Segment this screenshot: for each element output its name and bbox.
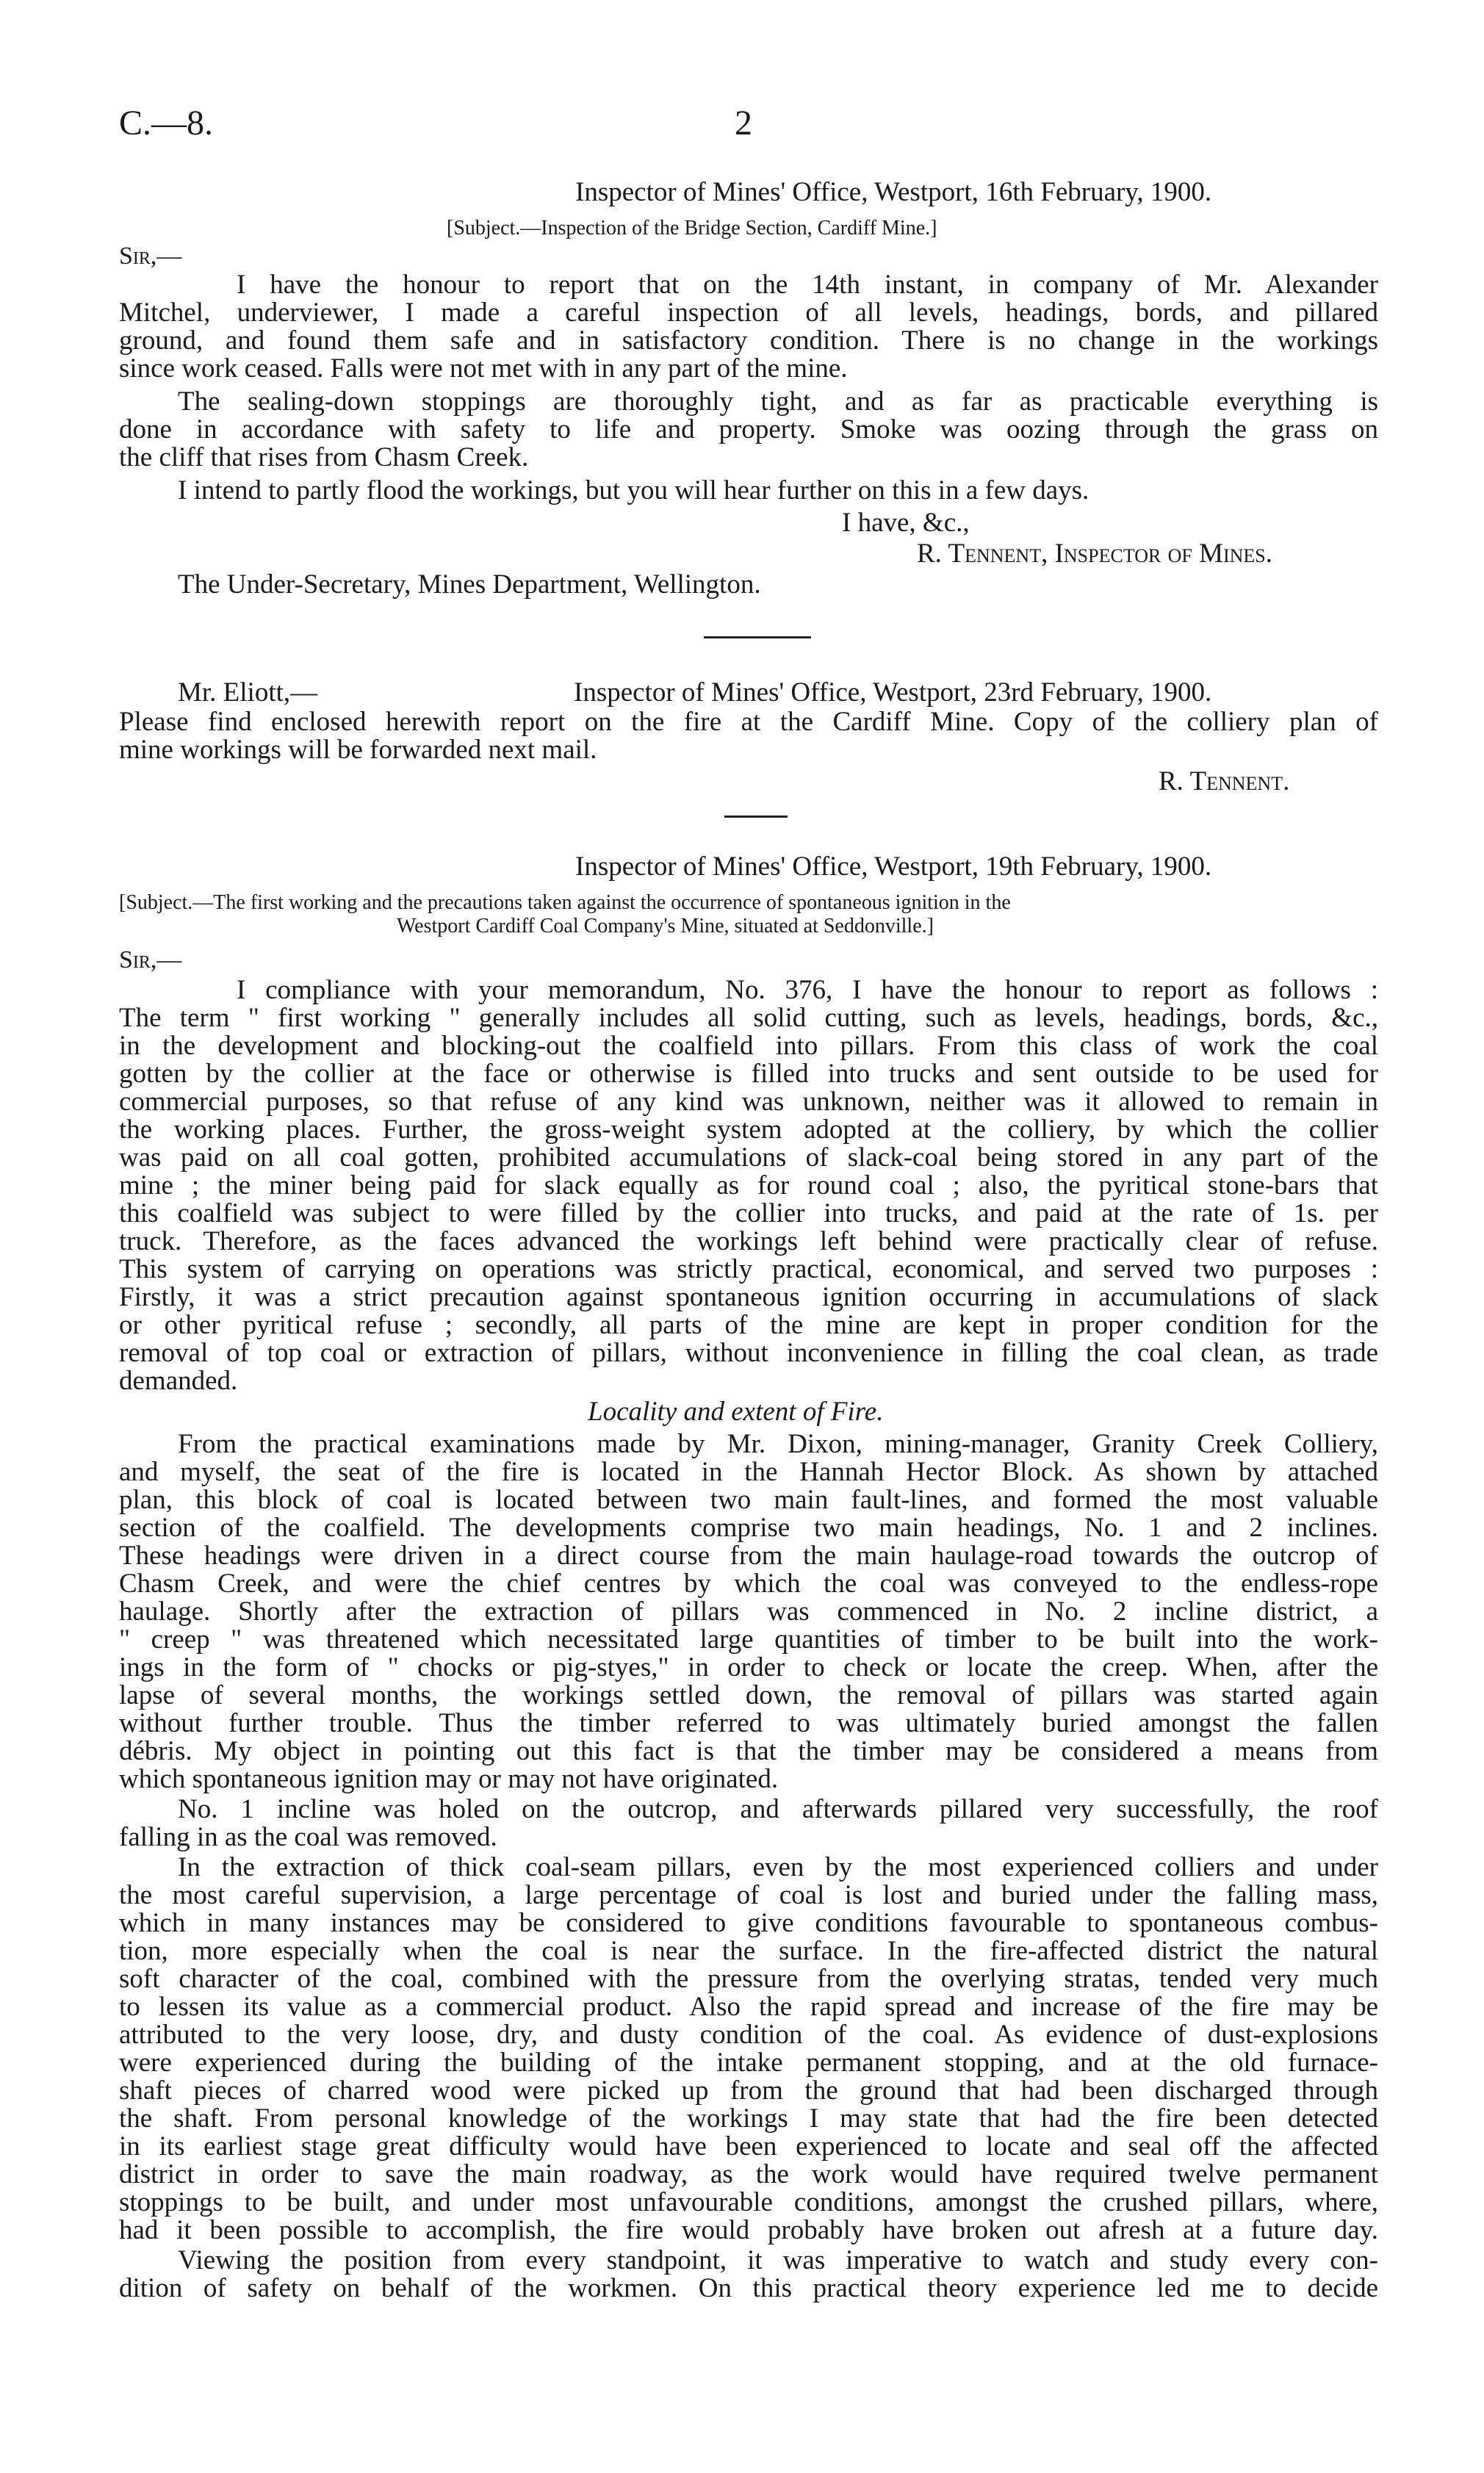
para4-line: shaft pieces of charred wood were picked up from the ground that had been discharged through: [119, 2076, 1378, 2106]
memo-signature: R. Tennent.: [1159, 766, 1290, 796]
letter1-closing: I have, &c.,: [842, 508, 970, 538]
para1-line: This system of carrying on operations was strictly practical, economical, and served two purposes :: [119, 1254, 1378, 1284]
letter1-line: the cliff that rises from Chasm Creek.: [119, 442, 529, 472]
section-divider: [724, 816, 788, 818]
para2-line: section of the coalfield. The developments comprise two main headings, No. 1 and 2 inclines.: [119, 1513, 1378, 1543]
para1-line: this coalfield was subject to were filled by the collier into trucks, and paid at the rate of 1s. per: [119, 1198, 1378, 1228]
memo-address: Inspector of Mines' Office, Westport, 23rd February, 1900.: [574, 677, 1212, 708]
para3-line: falling in as the coal was removed.: [119, 1822, 497, 1852]
para2-line: lapse of several months, the workings settled down, the removal of pillars was started again: [119, 1680, 1378, 1710]
letter2-subject-line2: Westport Cardiff Coal Company's Mine, situated at Seddonville.]: [397, 915, 934, 937]
para2-line: without further trouble. Thus the timber referred to was ultimately buried amongst the fallen: [119, 1708, 1378, 1738]
section-divider: [704, 636, 811, 638]
letter2-salutation: Sir,—: [119, 946, 182, 973]
para4-line: the most careful supervision, a large percentage of coal is lost and buried under the falling mass,: [119, 1880, 1378, 1910]
para2-line: " creep " was threatened which necessitated large quantities of timber to be built into the work-: [119, 1624, 1378, 1655]
letter2-address: Inspector of Mines' Office, Westport, 19th February, 1900.: [575, 852, 1212, 882]
para4-line: to lessen its value as a commercial product. Also the rapid spread and increase of the fire may be: [119, 1992, 1378, 2022]
para2-line: From the practical examinations made by Mr. Dixon, mining-manager, Granity Creek Colliery,: [178, 1429, 1378, 1459]
para1-line: gotten by the collier at the face or otherwise is filled into trucks and sent outside to be used for: [119, 1059, 1378, 1089]
letter1-addressee: The Under-Secretary, Mines Department, Wellington.: [178, 569, 761, 600]
para1-line: the working places. Further, the gross-weight system adopted at the colliery, by which the collier: [119, 1115, 1378, 1145]
para4-line: attributed to the very loose, dry, and dusty condition of the coal. As evidence of dust-explosions: [119, 2020, 1378, 2050]
para1-line: mine ; the miner being paid for slack equally as for round coal ; also, the pyritical stone-bars that: [119, 1170, 1378, 1200]
para1-line: in the development and blocking-out the coalfield into pillars. From this class of work the coal: [119, 1031, 1378, 1061]
para1-line: The term " first working " generally includes all solid cutting, such as levels, headings, bords, &c.,: [119, 1003, 1378, 1033]
para4-line: district in order to save the main roadway, as the work would have required twelve permanent: [119, 2159, 1378, 2189]
para4-line: had it been possible to accomplish, the fire would probably have broken out afresh at a future day.: [119, 2215, 1378, 2245]
para1-line: commercial purposes, so that refuse of any kind was unknown, neither was it allowed to remain in: [119, 1087, 1378, 1117]
para5-line: Viewing the position from every standpoint, it was imperative to watch and study every con-: [178, 2245, 1378, 2275]
para4-line: soft character of the coal, combined with the pressure from the overlying stratas, tended very much: [119, 1964, 1378, 1994]
memo-line: Please find enclosed herewith report on the fire at the Cardiff Mine. Copy of the colliery plan of: [119, 707, 1378, 737]
para1-line: was paid on all coal gotten, prohibited accumulations of slack-coal being stored in any part of the: [119, 1142, 1378, 1173]
letter1-salutation: Sir,—: [119, 242, 182, 270]
para2-line: haulage. Shortly after the extraction of pillars was commenced in No. 2 incline district, a: [119, 1597, 1378, 1627]
para4-line: were experienced during the building of the intake permanent stopping, and at the old furnace-: [119, 2048, 1378, 2078]
para4-line: stoppings to be built, and under most unfavourable conditions, amongst the crushed pillars, where,: [119, 2187, 1378, 2217]
letter1-line: I intend to partly flood the workings, but you will hear further on this in a few days.: [178, 475, 1089, 505]
para5-line: dition of safety on behalf of the workmen. On this practical theory experience led me to decide: [119, 2273, 1378, 2303]
para2-line: plan, this block of coal is located between two main fault-lines, and formed the most valuable: [119, 1485, 1378, 1515]
letter1-line: I have the honour to report that on the 14th instant, in company of Mr. Alexander: [237, 270, 1378, 300]
page-number: 2: [735, 104, 752, 143]
letter1-line: ground, and found them safe and in satisfactory condition. There is no change in the workings: [119, 325, 1378, 356]
memo-to: Mr. Eliott,—: [178, 677, 318, 708]
para2-line: and myself, the seat of the fire is located in the Hannah Hector Block. As shown by attached: [119, 1457, 1378, 1487]
letter1-line: The sealing-down stoppings are thoroughly tight, and as far as practicable everything is: [178, 386, 1378, 417]
para2-line: These headings were driven in a direct course from the main haulage-road towards the outcrop of: [119, 1541, 1378, 1571]
para1-line: truck. Therefore, as the faces advanced the workings left behind were practically clear of refuse.: [119, 1226, 1378, 1256]
para1-line: Firstly, it was a strict precaution against spontaneous ignition occurring in accumulations of slack: [119, 1282, 1378, 1312]
para2-line: débris. My object in pointing out this fact is that the timber may be considered a means from: [119, 1736, 1378, 1766]
para1-line: or other pyritical refuse ; secondly, all parts of the mine are kept in proper condition for the: [119, 1310, 1378, 1340]
para4-line: In the extraction of thick coal-seam pillars, even by the most experienced colliers and under: [178, 1852, 1378, 1882]
para4-line: in its earliest stage great difficulty would have been experienced to locate and seal off the affected: [119, 2131, 1378, 2161]
para4-line: the shaft. From personal knowledge of the workings I may state that had the fire been detected: [119, 2103, 1378, 2134]
para2-line: which spontaneous ignition may or may not have originated.: [119, 1764, 779, 1794]
letter1-line: since work ceased. Falls were not met with in any part of the mine.: [119, 353, 848, 384]
letter1-line: Mitchel, underviewer, I made a careful inspection of all levels, headings, bords, and pillared: [119, 298, 1378, 328]
letter1-address: Inspector of Mines' Office, Westport, 16th February, 1900.: [575, 177, 1212, 207]
section-heading: Locality and extent of Fire.: [588, 1397, 884, 1427]
para2-line: Chasm Creek, and were the chief centres by which the coal was conveyed to the endless-rope: [119, 1569, 1378, 1599]
para4-line: tion, more especially when the coal is near the surface. In the fire-affected district the natural: [119, 1936, 1378, 1966]
letter1-subject: [Subject.—Inspection of the Bridge Section, Cardiff Mine.]: [447, 217, 937, 240]
para3-line: No. 1 incline was holed on the outcrop, and afterwards pillared very successfully, the roof: [178, 1794, 1378, 1824]
para1-line: demanded.: [119, 1366, 238, 1396]
letter1-line: done in accordance with safety to life and property. Smoke was oozing through the grass on: [119, 414, 1378, 444]
para2-line: ings in the form of " chocks or pig-styes," in order to check or locate the creep. When, after the: [119, 1652, 1378, 1682]
document-code: C.—8.: [119, 104, 214, 143]
letter1-signature: R. Tennent, Inspector of Mines.: [917, 539, 1273, 569]
para4-line: which in many instances may be considered to give conditions favourable to spontaneous combus-: [119, 1908, 1378, 1938]
para1-line: I compliance with your memorandum, No. 376, I have the honour to report as follows :: [237, 975, 1378, 1005]
memo-line: mine workings will be forwarded next mail.: [119, 735, 597, 765]
letter2-subject-line1: [Subject.—The first working and the precautions taken against the occurrence of spontaneous ignition in the: [119, 891, 1011, 914]
para1-line: removal of top coal or extraction of pillars, without inconvenience in filling the coal clean, as trade: [119, 1338, 1378, 1368]
